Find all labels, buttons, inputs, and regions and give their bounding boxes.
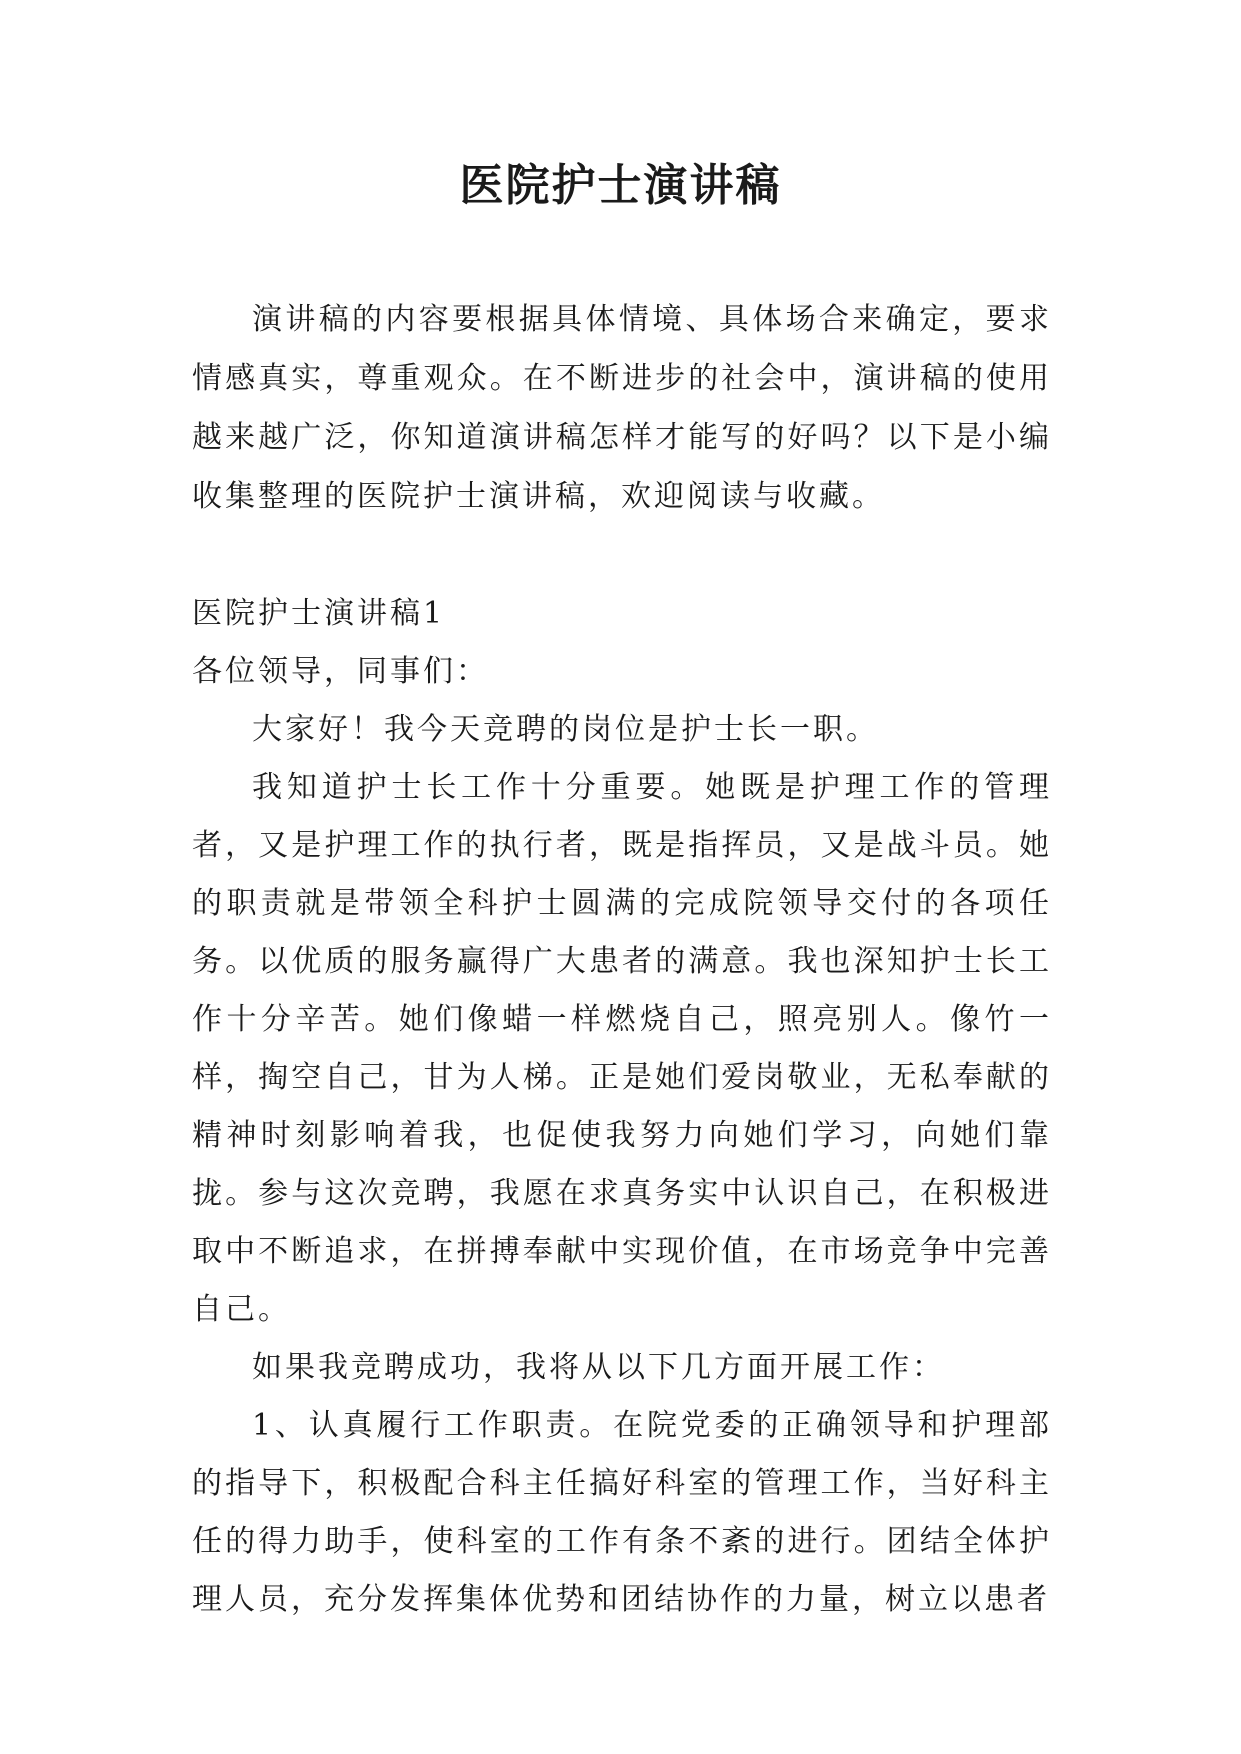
body-paragraph: 我知道护士长工作十分重要。她既是护理工作的管理者，又是护理工作的执行者，既是指挥员，又是战斗员。她的职责就是带领全科护士圆满的完成院领导交付的各项任务。以优质的服务赢得广大患者的满意。我也深知护士长工作十分辛苦。她们像蜡一样燃烧自己，照亮别人。像竹一样，掏空自己，甘为人梯。正是她们爱岗敬业，无私奉献的精神时刻影响着我，也促使我努力向她们学习，向她们靠拢。参与这次竞聘，我愿在求真务实中认识自己，在积极进取中不断追求，在拼搏奉献中实现价值，在市场竞争中完善自己。 xyxy=(192,770,1052,1327)
body-paragraph: 如果我竞聘成功，我将从以下几方面开展工作： xyxy=(252,1350,945,1385)
section-heading: 医院护士演讲稿1 xyxy=(192,596,446,631)
speech-section xyxy=(192,585,1052,1629)
salutation: 各位领导，同事们： xyxy=(192,654,489,689)
document-title: 医院护士演讲稿 xyxy=(459,160,782,211)
intro-section xyxy=(192,290,1052,526)
body-paragraph: 1、认真履行工作职责。在院党委的正确领导和护理部的指导下，积极配合科主任搞好科室的管理工作，当好科主任的得力助手，使科室的工作有条不紊的进行。团结全体护理人员，充分发挥集体优势和团结协作的力量，树立以患者 xyxy=(192,1408,1052,1617)
intro-paragraph: 演讲稿的内容要根据具体情境、具体场合来确定，要求情感真实，尊重观众。在不断进步的社会中，演讲稿的使用越来越广泛，你知道演讲稿怎样才能写的好吗？以下是小编收集整理的医院护士演讲稿，欢迎阅读与收藏。 xyxy=(192,302,1052,514)
body-paragraph: 大家好！我今天竞聘的岗位是护士长一职。 xyxy=(252,712,879,747)
